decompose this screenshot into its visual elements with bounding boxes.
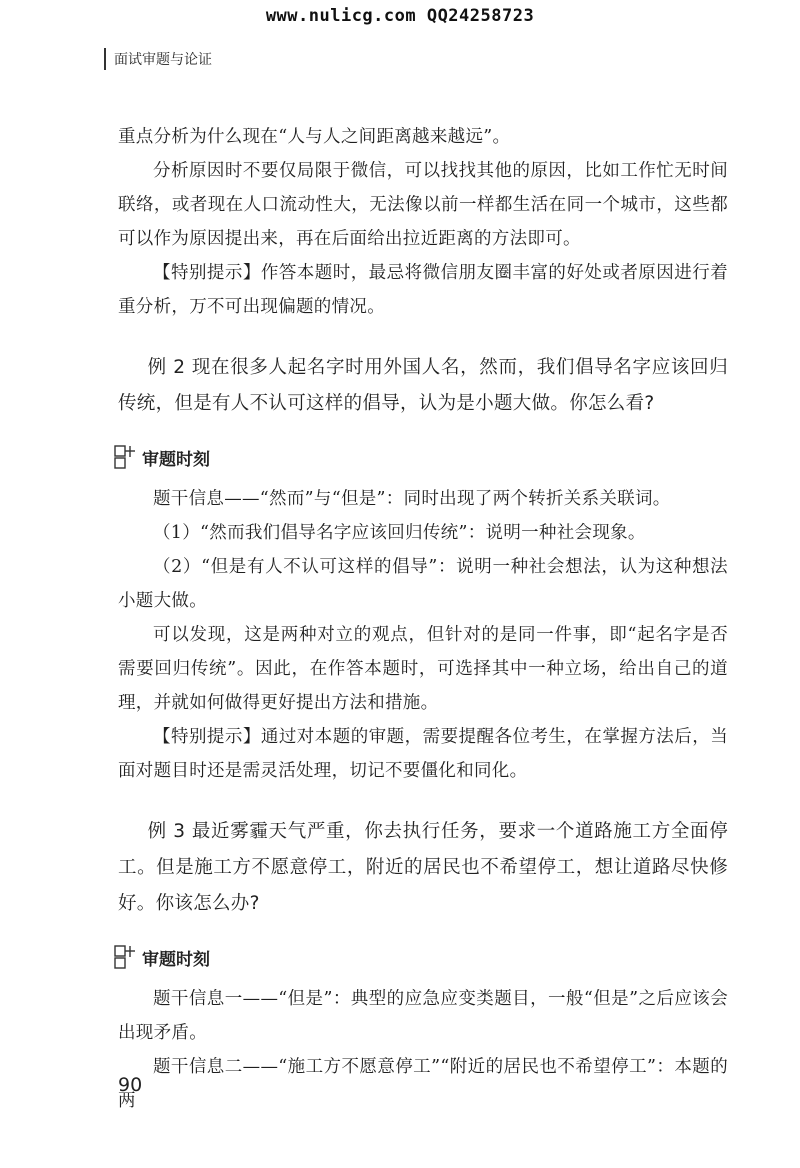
example-2-question: 例 2 现在很多人起名字时用外国人名，然而，我们倡导名字应该回归传统，但是有人不认可这样的倡导，认为是小题大做。你怎么看? [118, 357, 728, 414]
example-2-paragraph-2: （1）“然而我们倡导名字应该回归传统”：说明一种社会现象。 [153, 523, 646, 543]
paragraph-1: 重点分析为什么现在“人与人之间距离越来越远”。 [118, 127, 511, 147]
running-head [104, 48, 212, 70]
page-number: 90 [118, 1074, 143, 1096]
example-2-heading-label: 审题时刻 [142, 449, 210, 470]
review-moment-icon [114, 445, 136, 469]
running-head-bar [104, 48, 106, 70]
paragraph-2: 分析原因时不要仅局限于微信，可以找找其他的原因，比如工作忙无时间联络，或者现在人口流动性大，无法像以前一样都生活在同一个城市，这些都可以作为原因提出来，再在后面给出拉近距离的方法即可。 [118, 161, 728, 249]
example-3-heading-label: 审题时刻 [142, 949, 210, 970]
example-2-paragraph-3: （2）“但是有人不认可这样的倡导”：说明一种社会想法，认为这种想法小题大做。 [118, 557, 728, 611]
example-3-paragraph-1: 题干信息一——“但是”：典型的应急应变类题目，一般“但是”之后应该会出现矛盾。 [118, 989, 728, 1043]
example-2-special-tip: 【特别提示】通过对本题的审题，需要提醒各位考生，在掌握方法后，当面对题目时还是需灵活处理，切记不要僵化和同化。 [118, 727, 728, 781]
running-head-title: 面试审题与论证 [114, 52, 212, 68]
watermark-text: www.nulicg.com QQ24258723 [265, 6, 535, 26]
review-moment-icon [114, 945, 136, 969]
example-3-heading [114, 940, 728, 974]
example-3-question: 例 3 最近雾霾天气严重，你去执行任务，要求一个道路施工方全面停工。但是施工方不愿意停工，附近的居民也不希望停工，想让道路尽快修好。你该怎么办? [118, 821, 728, 914]
example-2-paragraph-4: 可以发现，这是两种对立的观点，但针对的是同一件事，即“起名字是否需要回归传统”。因此，在作答本题时，可选择其中一种立场，给出自己的道理，并就如何做得更好提出方法和措施。 [118, 625, 728, 713]
example-2-heading [114, 440, 728, 474]
example-3-paragraph-2: 题干信息二——“施工方不愿意停工”“附近的居民也不希望停工”：本题的两 [118, 1057, 728, 1111]
page-content [118, 120, 728, 1118]
special-tip-1: 【特别提示】作答本题时，最忌将微信朋友圈丰富的好处或者原因进行着重分析，万不可出现偏题的情况。 [118, 263, 728, 317]
example-2-paragraph-1: 题干信息——“然而”与“但是”：同时出现了两个转折关系关联词。 [153, 489, 671, 509]
